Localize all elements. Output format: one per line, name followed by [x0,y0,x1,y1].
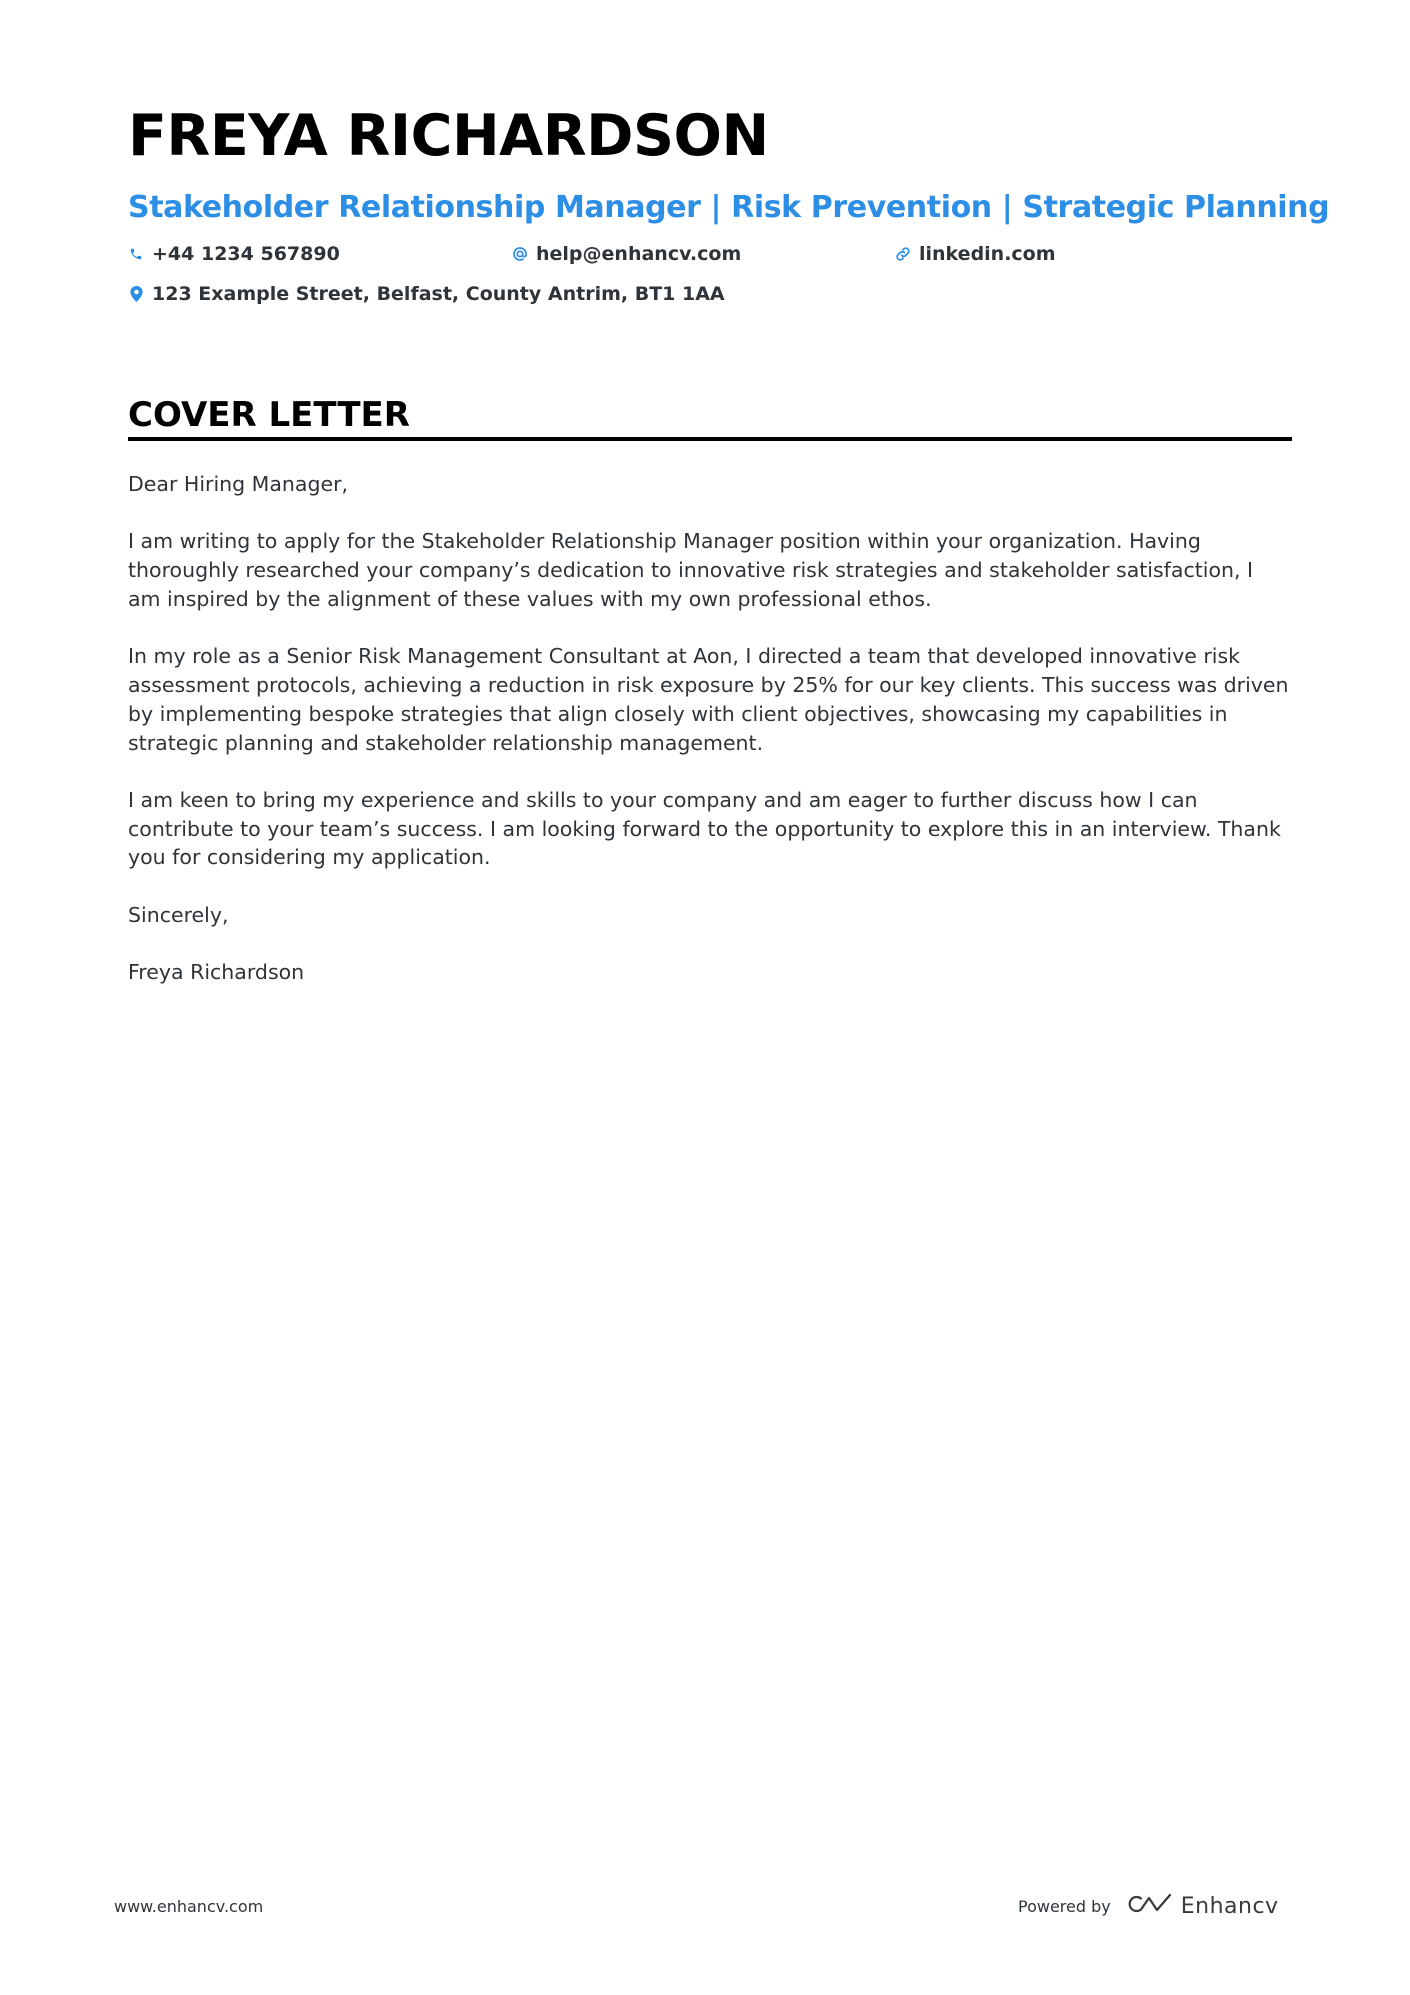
link-text[interactable]: linkedin.com [919,243,1056,265]
candidate-headline: Stakeholder Relationship Manager | Risk Prevention | Strategic Planning [128,190,1330,225]
section-title: COVER LETTER [128,395,410,435]
section-divider [128,437,1292,441]
brand-name: Enhancv [1180,1893,1279,1919]
contact-email [512,243,741,265]
location-pin-icon [128,286,144,302]
letter-paragraph: I am writing to apply for the Stakeholder Relationship Manager position within your organization. Having thoroughly researched your company’s dedication to innovative risk strategies and stakeholder satisfaction, I am inspired by the alignment of these values with my own professional ethos. [128,529,1254,611]
powered-by-label: Powered by [1018,1896,1111,1916]
contact-phone [128,243,340,265]
letter-paragraph: I am keen to bring my experience and skills to your company and am eager to further discuss how I can contribute to your team’s success. I am looking forward to the opportunity to explore this in an interview. Thank you for considering my application. [128,787,1281,870]
phone-text: +44 1234 567890 [152,243,340,265]
address-text: 123 Example Street, Belfast, County Antrim, BT1 1AA [152,283,725,305]
letter-salutation: Dear Hiring Manager, [128,472,349,496]
letter-closing: Sincerely, [128,902,229,927]
footer-url[interactable]: www.enhancv.com [114,1897,264,1916]
letter-signature: Freya Richardson [128,960,305,985]
at-icon [512,246,528,262]
letter-paragraph: In my role as a Senior Risk Management Consultant at Aon, I directed a team that developed innovative risk assessment protocols, achieving a reduction in risk exposure by 25% for our key clients. This success was driven by implementing bespoke strategies that align closely with client objectives, showcasing my capabilities in strategic planning and stakeholder relationship management. [128,644,1289,755]
enhancv-logo-icon [1127,1892,1173,1920]
contact-address [128,283,725,305]
contact-link [895,243,1056,265]
powered-by [1018,1892,1279,1920]
phone-icon [128,246,144,262]
link-icon [895,246,911,262]
letter-body [128,470,1292,1015]
brand-logo[interactable] [1127,1892,1279,1920]
email-text[interactable]: help@enhancv.com [536,243,742,265]
candidate-name: FREYA RICHARDSON [128,103,769,169]
